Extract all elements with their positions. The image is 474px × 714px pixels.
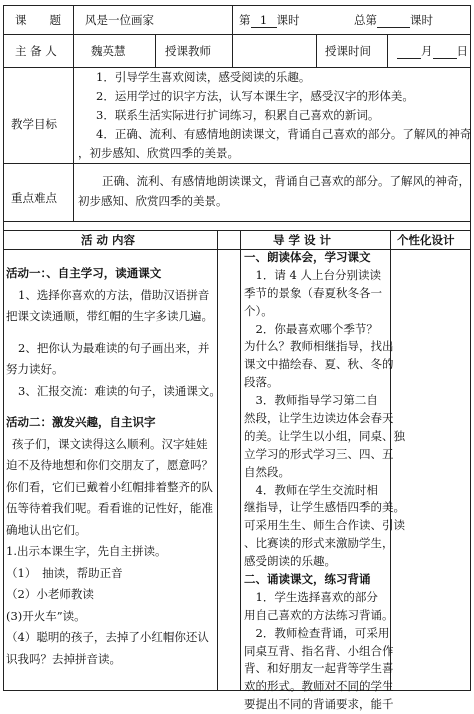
col-divider [232,5,233,34]
time-day-unit: 日 [456,44,468,58]
time-field [397,44,468,59]
key-point-line: 正确、流利、有感情地朗读课文，背诵自己喜欢的部分。了解风的神奇， [102,174,470,188]
lesson-title: 风是一位画家 [85,13,154,27]
guidance-line: 3．教师指导学习第二自 [244,393,378,408]
goal-line: 1．引导学生喜欢阅读，感受阅读的乐趣。 [96,70,311,84]
guidance-line: 的美。让学生以小组，同桌、独 [244,428,405,443]
activities-content [6,253,221,670]
activity-line: 1、选择你喜欢的方法，借助汉语拼音 [18,287,210,302]
period-suffix: 课时 [276,13,300,27]
activity-line: 努力读好。 [6,362,64,376]
activity-line: 3、汇报交流：难读的句子，读通课文。 [18,383,221,398]
row-divider [3,230,471,231]
activity-line: （4）聪明的孩子，去掉了小红帽你还认 [6,630,209,644]
total-prefix: 总第 [354,13,377,27]
personal-column-header: 个性化设计 [397,233,455,247]
activity-line: 2、把你认为最难读的句子画出来，并 [18,340,210,355]
time-month-unit: 月 [421,44,433,58]
activity-line: 迫不及待地想和你们交朋友了，愿意吗？ [6,458,213,472]
guidance-line: 同桌互背、指名背、小组合作 [244,643,394,658]
key-points-label: 重点难点 [11,191,57,205]
col-divider [387,34,388,67]
row-divider [3,221,471,222]
goal-line: ，初步感知、欣赏四季的美景。 [78,146,239,160]
activity-line [6,328,221,338]
guidance-line: 4．教师在学生交流时相 [244,482,378,497]
activity-line: （1） 抽读，帮助正音 [6,565,123,580]
activity-heading: 活动一：、自主学习，读通课文 [6,266,162,280]
guidance-line: 可采用生生、师生合作读、引读 [244,518,405,533]
guidance-line: 、比赛读的形式来激励学生， [244,536,394,551]
activity-line: (3)开火车”读。 [6,608,86,623]
lesson-plan-page [3,5,472,712]
guidance-line: 然段，让学生边读边体会春天 [244,411,394,426]
guidance-line: 2．教师检查背诵，可采用 [244,625,390,640]
activity-line: 伍等待着我们呢。看看谁的记性好，能准 [6,501,213,515]
key-point-line: 初步感知、欣赏四季的美景。 [78,194,228,208]
total-suffix: 课时 [410,13,433,27]
col-divider [240,230,241,691]
guidance-line: 要提出不同的背诵要求，能千 [244,697,394,712]
guidance-column-header: 导 学 设 计 [273,233,332,247]
period-prefix: 第 [239,13,251,27]
activity-line: 孩子们，课文读得这么顺利。汉字娃娃 [12,436,208,451]
guidance-line: 季节的景象（春夏秋冬各一 [244,285,382,300]
goals-text [78,68,471,163]
activity-line [6,402,221,412]
col-divider [316,34,317,67]
guidance-line: 感受朗读的乐趣。 [244,554,336,569]
activity-heading: 活动二：激发兴趣，自主识字 [6,415,156,429]
guidance-line: 个）。 [244,303,273,318]
key-points-text [78,171,470,211]
guidance-line: 继指导，让学生感悟四季的美。 [244,500,405,515]
goal-line: 3．联系生活实际进行扩词练习，积累自己喜欢的新词。 [96,108,380,122]
col-divider [232,34,233,67]
preparer-name: 魏英慧 [91,44,126,58]
activity-line: 1.出示本课生字，先自主拼读。 [6,544,167,558]
activity-line: 识我吗？去掉拼音读。 [6,651,121,666]
guidance-line: 用自己喜欢的方法练习背诵。 [244,607,394,622]
col-divider [73,5,74,221]
activity-line: 确地认出它们。 [6,522,87,537]
guidance-line: 段落。 [244,375,279,390]
period-value: 1 [251,13,277,28]
guidance-line: 自然段。 [244,464,290,479]
time-label: 授课时间 [325,44,371,58]
activity-line [6,253,221,263]
teacher-label: 授课教师 [165,44,211,58]
preparer-label: 主 备 人 [15,44,57,58]
activity-line: 把课文读通顺，带红帽的生字多读几遍。 [6,309,213,323]
goals-label: 教学目标 [11,117,57,131]
total-value [377,13,410,28]
col-divider [155,34,156,67]
guidance-heading: 二、诵读课文，练习背诵 [244,572,371,587]
guidance-content [244,249,405,714]
guidance-line: 1．请 4 人上台分别读读 [244,267,381,282]
time-month [397,44,421,59]
guidance-line: 2．你最喜欢哪个季节？ [244,321,378,336]
goal-line: 4．正确、流利、有感情地朗读课文，背诵自己喜欢的部分。了解风的神奇 [96,127,472,141]
guidance-line: 1．学生选择喜欢的部分 [244,589,378,604]
activities-column-header: 活 动 内容 [81,233,136,247]
guidance-line: 背、和好朋友一起背等学生喜 [244,661,394,676]
time-day [433,44,457,59]
lesson-label: 课 题 [15,13,61,27]
total-period-field [354,13,433,28]
period-field [239,13,300,28]
activity-line: （2）小老师教读 [6,587,94,601]
guidance-line: 课文中描绘春、夏、秋、冬的 [244,357,394,372]
table-border-left [3,5,4,691]
guidance-line: 为什么？教师相继指导，找出 [244,339,394,354]
guidance-line: 立学习的形式学习三、四、五 [244,446,394,461]
goal-line: 2．运用学过的识字方法，认写本课生字，感受汉字的形体美。 [96,89,414,103]
guidance-heading: 一、朗读体会，学习课文 [244,250,371,264]
guidance-line: 欢的形式。教师对不同的学生 [244,679,394,694]
activity-line: 你们看，它们已戴着小红帽排着整齐的队 [6,479,213,494]
